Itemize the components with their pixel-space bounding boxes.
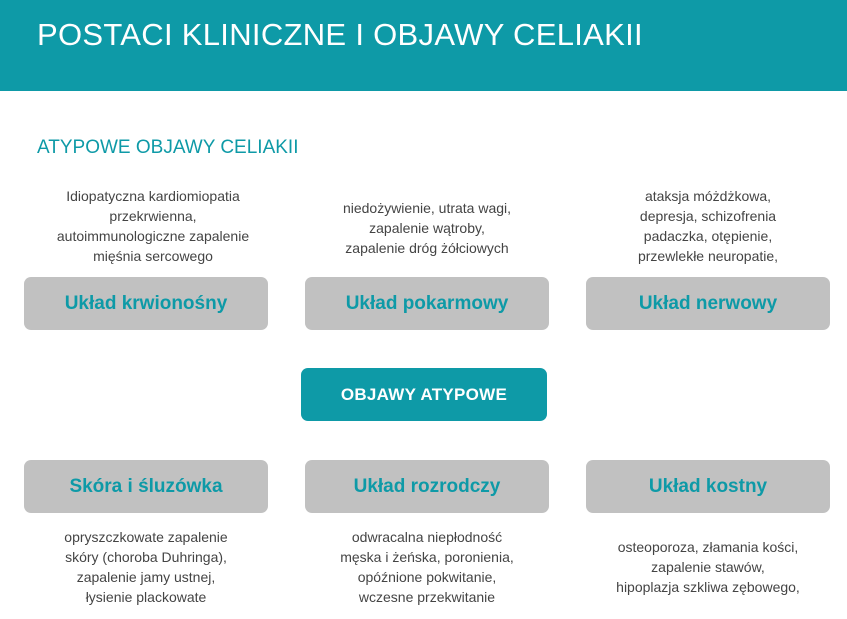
atypical-symptoms-box: OBJAWY ATYPOWE (301, 368, 547, 421)
skin-mucosa-description: opryszczkowate zapalenie skóry (choroba Duhringa), zapalenie jamy ustnej, łysienie plackowate (64, 529, 228, 605)
circulatory-system-box: Układ krwionośny (24, 277, 268, 330)
circulatory-description: Idiopatyczna kardiomiopatia przekrwienna, autoimmunologiczne zapalenie mięśnia sercowego (56, 188, 250, 264)
section-title: ATYPOWE OBJAWY CELIAKII (37, 137, 299, 158)
skeletal-description: osteoporoza, złamania kości, zapalenie stawów, hipoplazja szkliwa zębowego, (616, 539, 800, 595)
digestive-description: niedożywienie, utrata wagi, zapalenie wątroby, zapalenie dróg żółciowych (342, 200, 512, 256)
reproductive-description: odwracalna niepłodność męska i żeńska, poronienia, opóźnione pokwitanie, wczesne przekwitanie (340, 529, 514, 605)
digestive-system-box: Układ pokarmowy (305, 277, 549, 330)
skeletal-system-box: Układ kostny (586, 460, 830, 513)
nervous-description: ataksja móżdżkowa, depresja, schizofrenia padaczka, otępienie, przewlekłe neuropatie, (637, 188, 779, 264)
skin-mucosa-box: Skóra i śluzówka (24, 460, 268, 513)
header-banner (0, 0, 847, 91)
nervous-system-box: Układ nerwowy (586, 277, 830, 330)
reproductive-system-box: Układ rozrodczy (305, 460, 549, 513)
page-title: POSTACI KLINICZNE I OBJAWY CELIAKII (37, 17, 643, 52)
